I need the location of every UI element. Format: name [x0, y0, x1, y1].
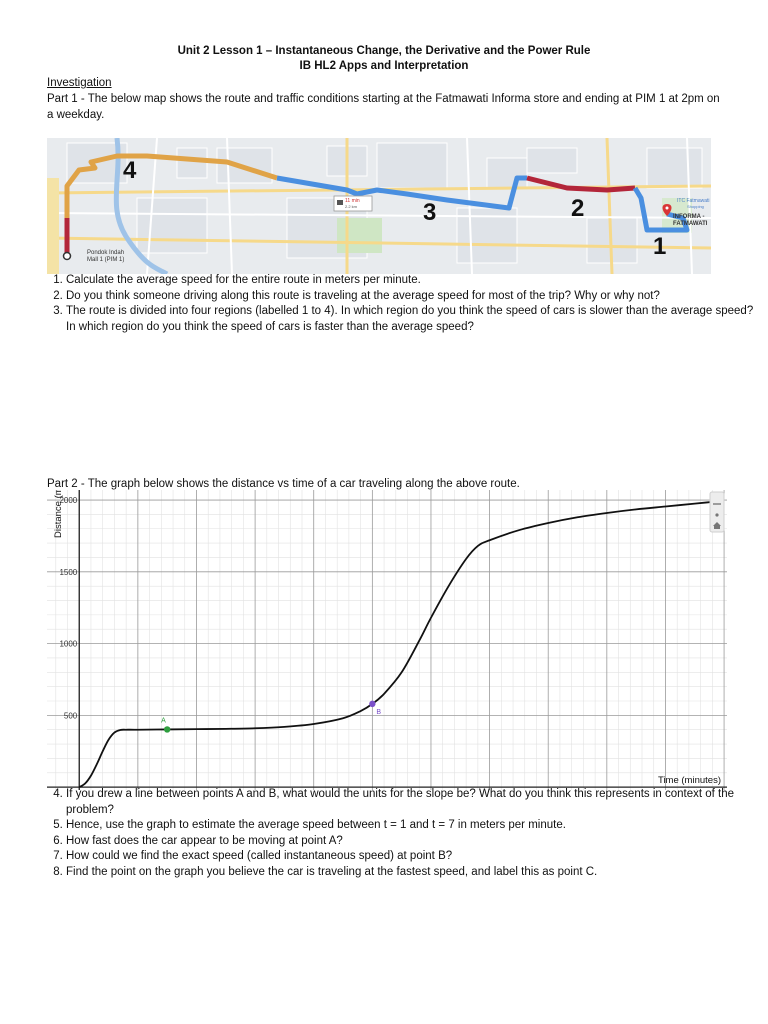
travel-time-box	[334, 196, 372, 211]
question-3: 3. The route is divided into four regions (labelled 1 to 4). In which region do you think the speed of cars is slower than the average speed? In which region do you think the speed of cars is faster than the average speed?	[66, 304, 756, 335]
graph-controls	[710, 492, 724, 532]
question-4: 4. If you drew a line between points A and B, what would the units for the slope be? What do you think this represents in context of the problem?	[66, 787, 756, 818]
point-label-b: B	[376, 708, 382, 716]
end-marker	[64, 253, 71, 260]
part1-intro: Part 1 - The below map shows the route and traffic conditions starting at the Fatmawati Informa store and ending at PIM 1 at 2pm on a weekday.	[47, 93, 720, 121]
region-label-4: 4	[123, 157, 137, 184]
y-tick-label: 1500	[59, 567, 78, 577]
route-map	[47, 138, 711, 274]
part2-question-list	[28, 787, 756, 880]
start-label-1: INFORMA -	[673, 214, 705, 220]
region-label-2: 2	[571, 195, 585, 222]
itc-label-2: Shopping	[687, 204, 704, 209]
part2-intro: Part 2 - The graph below shows the distance vs time of a car traveling along the above route.	[47, 478, 520, 490]
point-label-a: A	[161, 717, 166, 725]
y-tick-label: 500	[63, 711, 78, 721]
travel-time: 11 min	[345, 198, 360, 204]
question-1: 1. Calculate the average speed for the entire route in meters per minute.	[66, 273, 756, 289]
map-park	[337, 218, 382, 253]
question-8: 8. Find the point on the graph you believe the car is traveling at the fastest speed, and label this as point C.	[66, 865, 756, 881]
question-7: 7. How could we find the exact speed (called instantaneous speed) at point B?	[66, 849, 756, 865]
investigation-heading: Investigation	[47, 77, 112, 89]
end-label-1: Pondok Indah	[87, 250, 125, 256]
itc-label-1: ITC Fatmawati	[677, 198, 710, 204]
question-6: 6. How fast does the car appear to be moving at point A?	[66, 834, 756, 850]
title-line-1: Unit 2 Lesson 1 – Instantaneous Change, the Derivative and the Power Rule	[177, 45, 591, 57]
point-a[interactable]	[164, 726, 170, 732]
question-2: 2. Do you think someone driving along this route is traveling at the average speed for most of the trip? Why or why not?	[66, 289, 756, 305]
point-b[interactable]	[369, 701, 375, 707]
chart-svg	[47, 490, 727, 790]
document-title	[0, 44, 768, 74]
title-line-2: IB HL2 Apps and Interpretation	[299, 60, 469, 72]
start-label-2: FATMAWATI	[673, 221, 708, 227]
x-axis-label: Time (minutes)	[658, 775, 721, 787]
y-tick-label: 1000	[59, 639, 78, 649]
region-label-1: 1	[653, 233, 667, 260]
question-5: 5. Hence, use the graph to estimate the average speed between t = 1 and t = 7 in meters per minute.	[66, 818, 756, 834]
car-icon	[337, 200, 343, 205]
end-label-2: Mall 1 (PIM 1)	[87, 257, 125, 263]
distance-time-graph[interactable]	[47, 490, 727, 790]
y-tick-label: 2000	[59, 496, 78, 506]
travel-distance: 2.2 km	[345, 204, 358, 209]
wrench-icon[interactable]	[715, 513, 718, 516]
part1-question-list	[28, 273, 756, 335]
region-label-3: 3	[423, 199, 437, 226]
y-axis-label: Distance (m	[53, 490, 65, 538]
